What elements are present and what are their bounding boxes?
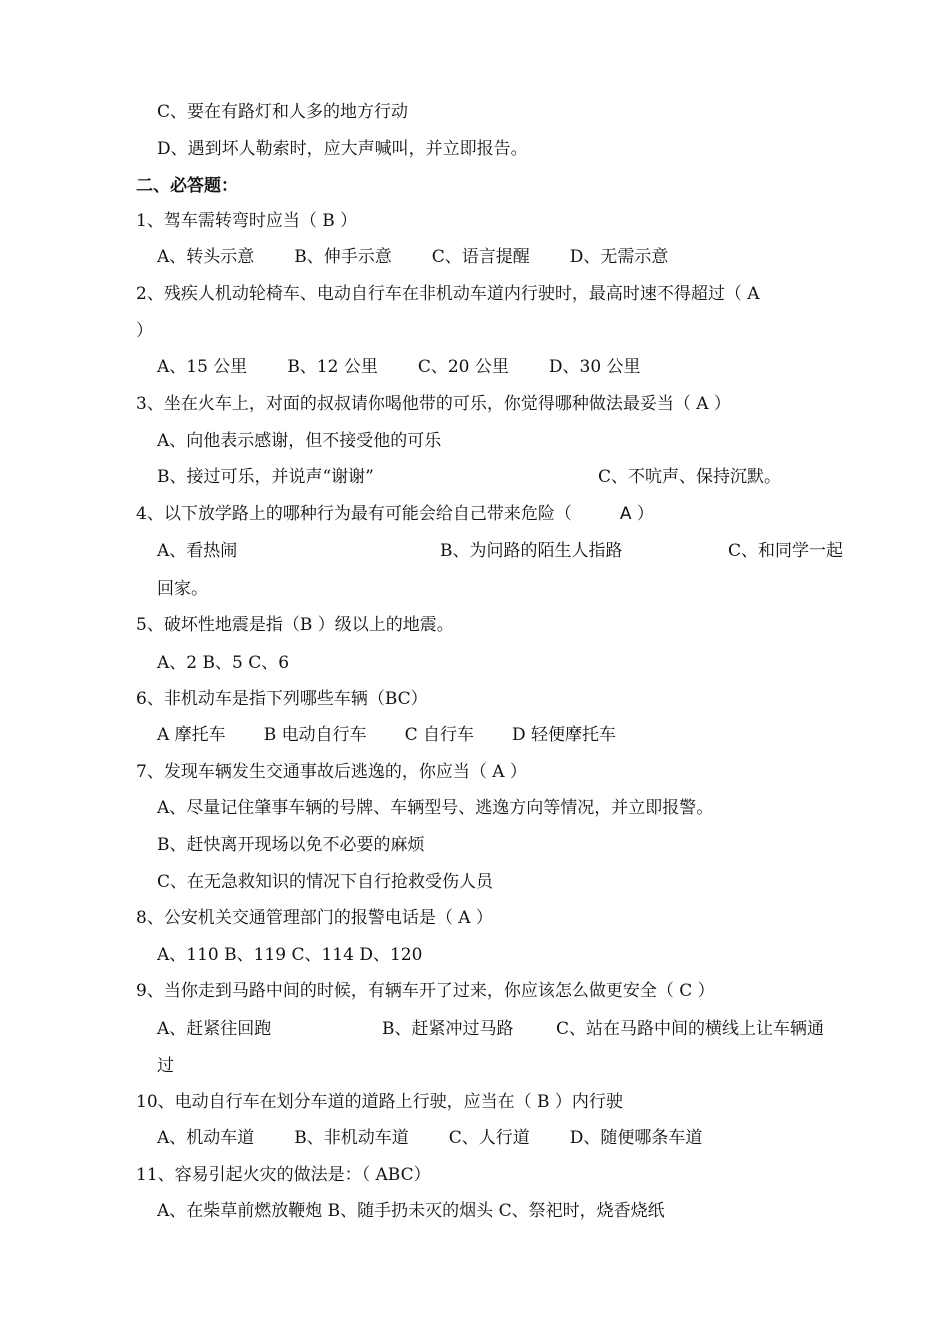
question-7: 7、发现车辆发生交通事故后逃逸的，你应当（ A ） bbox=[136, 762, 527, 782]
q10-option-c: C、人行道 bbox=[448, 1128, 530, 1148]
question-5-options: A、2 B、5 C、6 bbox=[157, 653, 290, 673]
q4-answer: A ） bbox=[619, 504, 654, 524]
q6-option-c: C 自行车 bbox=[404, 725, 475, 745]
q3-option-c: C、不吭声、保持沉默。 bbox=[598, 467, 782, 487]
q10-option-d: D、随便哪条车道 bbox=[569, 1128, 703, 1148]
q4-text: 4、以下放学路上的哪种行为最有可能会给自己带来危险（ bbox=[136, 504, 572, 524]
question-6: 6、非机动车是指下列哪些车辆（BC） bbox=[136, 689, 428, 709]
q9-option-c-cont: 过 bbox=[157, 1056, 174, 1076]
q4-option-c-cont: 回家。 bbox=[157, 579, 208, 599]
question-10-options bbox=[157, 1127, 702, 1149]
q6-option-a: A 摩托车 bbox=[157, 725, 226, 745]
question-8-options: A、110 B、119 C、114 D、120 bbox=[157, 945, 423, 965]
prev-option-c: C、要在有路灯和人多的地方行动 bbox=[157, 102, 409, 122]
question-1-options bbox=[157, 246, 668, 268]
question-3: 3、坐在火车上，对面的叔叔请你喝他带的可乐，你觉得哪种做法最妥当（ A ） bbox=[136, 394, 731, 414]
q3-option-a: A、向他表示感谢，但不接受他的可乐 bbox=[157, 431, 442, 451]
question-11: 11、容易引起火灾的做法是：（ ABC） bbox=[136, 1165, 431, 1185]
question-8: 8、公安机关交通管理部门的报警电话是（ A ） bbox=[136, 908, 493, 928]
q7-option-a: A、尽量记住肇事车辆的号牌、车辆型号、逃逸方向等情况，并立即报警。 bbox=[157, 798, 714, 818]
question-9: 9、当你走到马路中间的时候，有辆车开了过来，你应该怎么做更安全（ C ） bbox=[136, 981, 715, 1001]
q1-option-d: D、无需示意 bbox=[569, 247, 669, 267]
q2-option-a: A、15 公里 bbox=[157, 357, 248, 377]
question-5: 5、破坏性地震是指（B ）级以上的地震。 bbox=[136, 615, 454, 635]
q1-option-a: A、转头示意 bbox=[157, 247, 255, 267]
q2-option-c: C、20 公里 bbox=[417, 357, 509, 377]
q2-option-b: B、12 公里 bbox=[287, 357, 378, 377]
q1-option-b: B、伸手示意 bbox=[294, 247, 392, 267]
question-2-cont: ） bbox=[136, 321, 153, 341]
q9-option-b: B、赶紧冲过马路 bbox=[382, 1019, 514, 1039]
question-4 bbox=[136, 503, 654, 525]
q3-option-b: B、接过可乐，并说声“谢谢” bbox=[157, 467, 374, 487]
question-2: 2、残疾人机动轮椅车、电动自行车在非机动车道内行驶时，最高时速不得超过（ A bbox=[136, 284, 760, 304]
q4-option-a: A、看热闹 bbox=[157, 541, 238, 561]
section-title: 二、必答题： bbox=[136, 176, 238, 196]
q10-option-b: B、非机动车道 bbox=[294, 1128, 409, 1148]
q9-option-a: A、赶紧往回跑 bbox=[157, 1019, 272, 1039]
question-10: 10、电动自行车在划分车道的道路上行驶，应当在（ B ）内行驶 bbox=[136, 1092, 623, 1112]
question-1: 1、驾车需转弯时应当（ B ） bbox=[136, 211, 358, 231]
q1-option-c: C、语言提醒 bbox=[431, 247, 530, 267]
q2-option-d: D、30 公里 bbox=[548, 357, 641, 377]
q7-option-b: B、赶快离开现场以免不必要的麻烦 bbox=[157, 835, 425, 855]
q4-option-c: C、和同学一起 bbox=[728, 541, 844, 561]
question-2-options bbox=[157, 356, 641, 378]
question-6-options bbox=[157, 724, 616, 746]
q4-option-b: B、为问路的陌生人指路 bbox=[440, 541, 623, 561]
prev-option-d: D、遇到坏人勒索时，应大声喊叫，并立即报告。 bbox=[157, 139, 528, 159]
q10-option-a: A、机动车道 bbox=[157, 1128, 255, 1148]
q6-option-d: D 轻便摩托车 bbox=[512, 725, 617, 745]
q6-option-b: B 电动自行车 bbox=[263, 725, 367, 745]
q7-option-c: C、在无急救知识的情况下自行抢救受伤人员 bbox=[157, 872, 494, 892]
question-11-options: A、在柴草前燃放鞭炮 B、随手扔未灭的烟头 C、祭祀时，烧香烧纸 bbox=[157, 1201, 665, 1221]
q9-option-c: C、站在马路中间的横线上让车辆通 bbox=[556, 1019, 825, 1039]
